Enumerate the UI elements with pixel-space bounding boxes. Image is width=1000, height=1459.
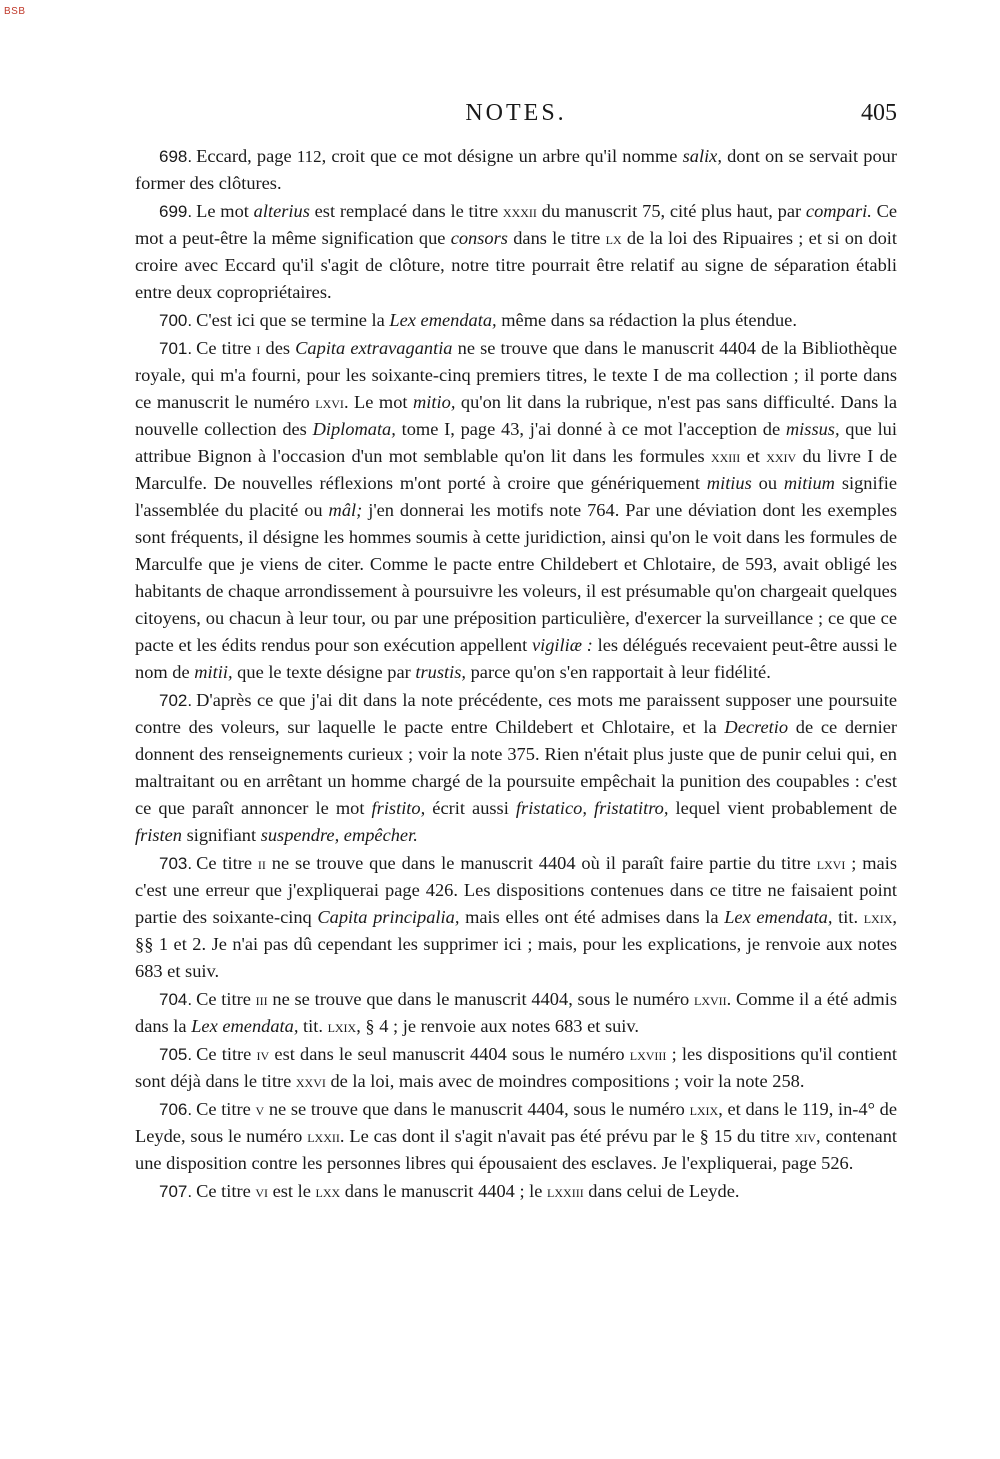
italic-text: Diplomata, <box>312 419 396 439</box>
note-text: ou <box>751 473 784 493</box>
note-text: dont on se servait pour former des clôtures. <box>135 146 898 193</box>
note-text: ne se trouve que dans le manuscrit 4404 de la Bibliothèque royale, qui m'a fourni, pour les soixante-cinq premiers titres, le texte I de ma collection ; il porte dans ce manuscrit le numéro <box>135 338 897 412</box>
note-text: lequel vient probablement de <box>668 798 897 818</box>
italic-text: mitii, <box>194 662 233 682</box>
small-caps-text: lx <box>605 229 622 248</box>
running-head <box>135 100 897 134</box>
small-caps-text: vi <box>255 1182 269 1201</box>
note-text: Le mot <box>196 201 254 221</box>
note-text: Ce titre <box>196 338 257 358</box>
note-text: dans celui de Leyde. <box>583 1181 740 1201</box>
note-text: de la loi, mais avec de moindres compositions ; voir la note 258. <box>325 1071 805 1091</box>
italic-text: trustis, <box>415 662 466 682</box>
note-text: signifie l'assemblée du placité ou <box>135 473 897 520</box>
note-number: 704. <box>159 990 193 1009</box>
note-text: ne se trouve que dans le manuscrit 4404, sous le numéro <box>267 989 694 1009</box>
note-paragraph <box>135 307 897 334</box>
italic-text: mitium <box>783 473 835 493</box>
note-text: , § 4 ; je renvoie aux notes 683 et suiv. <box>356 1016 640 1036</box>
small-caps-text: lxxii <box>307 1127 340 1146</box>
italic-text: Lex emendata, <box>724 907 833 927</box>
note-text: C'est ici que se termine la <box>196 310 390 330</box>
note-text: . Comme il a été admis dans la <box>135 989 897 1036</box>
note-text: Ce titre <box>196 1099 256 1119</box>
note-text: même dans sa rédaction la plus étendue. <box>496 310 797 330</box>
note-text: , contenant une disposition contre les personnes libres qui épousaient des esclaves. Je l'expliquerai, page 526. <box>135 1126 898 1173</box>
note-text: que le texte désigne par <box>232 662 416 682</box>
note-text: les délégués recevaient peut-être aussi le nom de <box>135 635 897 682</box>
note-text: j'en donnerai les motifs note 764. Par une déviation dont les exemples sont fréquents, il désigne les hommes soumis à cette juridiction, ainsi qu'on le voit dans les formules de Marculfe que je viens de citer. Comme le pacte entre Childebert et Chlotaire, de 593, avait obligé les habitants de chaque arrondissement à poursuivre les voleurs, il est présumable qu'on chargeait quelques citoyens, ou chacun à leur tour, ou par une préposition particulière, d'exercer la surveillance ; ce que ce pacte et les édits rendus pour son exécution appellent <box>135 500 897 655</box>
italic-text: Decretio <box>724 717 789 737</box>
page-title: NOTES. <box>465 100 567 126</box>
italic-text: vigiliæ : <box>531 635 593 655</box>
italic-text: Capita extravagantia <box>295 338 453 358</box>
note-text: Ce mot a peut-être la même signification que <box>135 201 898 248</box>
note-text: que lui attribue Bignon à l'occasion d'un mot semblable qu'on lit dans les formules <box>135 419 897 466</box>
small-caps-text: v <box>255 1100 265 1119</box>
italic-text: consors <box>450 228 508 248</box>
note-text: de ce dernier donnent des renseignements curieux ; voir la note 375. Rien n'était plus juste que de punir celui qui, en maltraitant ou en arrêtant un homme chargé de la poursuite empêchait la punition des coupables : c'est ce que paraît annoncer le mot <box>135 717 897 818</box>
note-number: 705. <box>159 1045 193 1064</box>
note-paragraph <box>135 143 897 197</box>
small-caps-text: lxvi <box>315 393 344 412</box>
note-number: 698. <box>159 147 193 166</box>
italic-text: mâl; <box>328 500 363 520</box>
italic-text: Capita principalia, <box>317 907 460 927</box>
note-paragraph <box>135 850 897 985</box>
note-paragraph <box>135 335 897 686</box>
small-caps-text: lxvi <box>816 854 846 873</box>
note-text: dans le manuscrit 4404 ; le <box>340 1181 548 1201</box>
note-paragraph <box>135 1178 897 1205</box>
small-caps-text: xxxii <box>502 202 537 221</box>
note-text: Ce titre <box>196 1044 257 1064</box>
note-text: est remplacé dans le titre <box>309 201 503 221</box>
note-text: parce qu'on s'en rapportait à leur fidélité. <box>465 662 771 682</box>
small-caps-text: iv <box>256 1045 270 1064</box>
note-text: ne se trouve que dans le manuscrit 4404 où il paraît faire partie du titre <box>265 853 817 873</box>
note-text: dans le titre <box>507 228 606 248</box>
italic-text: Lex emendata, <box>389 310 497 330</box>
small-caps-text: xxiii <box>710 447 741 466</box>
italic-text: alterius <box>253 201 310 221</box>
note-text: , §§ 1 et 2. Je n'ai pas dû cependant les supprimer ici ; mais, pour les explications, je renvoie aux notes 683 et suiv. <box>135 907 897 981</box>
small-caps-text: iii <box>255 990 268 1009</box>
small-caps-text: xxvi <box>295 1072 326 1091</box>
note-text: Ce titre <box>196 1181 256 1201</box>
note-text: mais elles ont été admises dans la <box>459 907 725 927</box>
italic-text: salix, <box>682 146 722 166</box>
note-number: 699. <box>159 202 193 221</box>
note-text: tit. <box>298 1016 328 1036</box>
small-caps-text: lxix <box>689 1100 719 1119</box>
note-number: 703. <box>159 854 193 873</box>
note-number: 701. <box>159 339 193 358</box>
italic-text: mitio, <box>413 392 456 412</box>
small-caps-text: lxix <box>863 908 893 927</box>
small-caps-text: lxxiii <box>547 1182 584 1201</box>
note-number: 702. <box>159 691 193 710</box>
small-caps-text: ii <box>257 854 266 873</box>
note-text: Ce titre <box>196 989 256 1009</box>
note-text: des <box>260 338 296 358</box>
note-text: , et dans le 119, in-4° de Leyde, sous le numéro <box>135 1099 897 1146</box>
small-caps-text: xxiv <box>766 447 797 466</box>
note-text: et <box>740 446 767 466</box>
note-text: , croit que ce mot désigne un arbre qu'il nomme <box>321 146 683 166</box>
note-text: . Le cas dont il s'agit n'avait pas été prévu par le § 15 du titre <box>339 1126 795 1146</box>
note-number: 707. <box>159 1182 193 1201</box>
note-paragraph <box>135 1096 897 1177</box>
small-caps-text: xiv <box>794 1127 817 1146</box>
note-number: 706. <box>159 1100 193 1119</box>
note-text: du livre I de Marculfe. De nouvelles réflexions m'ont porté à croire que génériquement <box>135 446 897 493</box>
note-text: ; les dispositions qu'il contient sont déjà dans le titre <box>135 1044 898 1091</box>
note-number: 700. <box>159 311 193 330</box>
small-caps-text: lxx <box>315 1182 341 1201</box>
small-caps-text: lxvii <box>693 990 727 1009</box>
italic-text: missus, <box>785 419 840 439</box>
note-text: qu'on lit dans la rubrique, n'est pas sans difficulté. Dans la nouvelle collection des <box>135 392 897 439</box>
small-caps-text: 112 <box>296 147 322 166</box>
page-number: 405 <box>861 100 897 126</box>
italic-text: fristen <box>135 825 183 845</box>
note-text: écrit aussi <box>425 798 516 818</box>
italic-text: fristatico, fristatitro, <box>515 798 669 818</box>
library-stamp: BSB <box>4 6 26 17</box>
note-text: signifiant <box>182 825 261 845</box>
small-caps-text: i <box>256 339 261 358</box>
note-paragraph <box>135 1041 897 1095</box>
italic-text: suspendre, empêcher. <box>260 825 418 845</box>
note-text: de la loi des Ripuaires ; et si on doit croire avec Eccard qu'il s'agit de clôture, notre titre pourrait être relatif au signe de séparation établi entre deux copropriétaires. <box>135 228 898 302</box>
italic-text: fristito, <box>371 798 426 818</box>
note-text: ne se trouve que dans le manuscrit 4404, sous le numéro <box>264 1099 690 1119</box>
note-paragraph <box>135 687 897 849</box>
note-text: Ce titre <box>196 853 258 873</box>
note-paragraph <box>135 986 897 1040</box>
note-text: . Le mot <box>343 392 414 412</box>
note-text: Eccard, page <box>196 146 297 166</box>
italic-text: Lex emendata, <box>191 1016 299 1036</box>
note-text: tit. <box>832 907 864 927</box>
italic-text: mitius <box>706 473 752 493</box>
note-text: ; mais c'est une erreur que j'expliquerai page 426. Les dispositions contenues dans ce titre ne faisaient point partie des soixante-cinq <box>135 853 897 927</box>
note-paragraph <box>135 198 897 306</box>
italic-text: compari. <box>805 201 872 221</box>
small-caps-text: lxix <box>327 1017 357 1036</box>
note-text: du manuscrit 75, cité plus haut, par <box>536 201 806 221</box>
note-text: D'après ce que j'ai dit dans la note précédente, ces mots me paraissent supposer une poursuite contre des voleurs, sur laquelle le pacte entre Childebert et Chlotaire, et la <box>135 690 897 737</box>
note-text: tome I, page 43, j'ai donné à ce mot l'acception de <box>395 419 786 439</box>
small-caps-text: lxviii <box>629 1045 667 1064</box>
notes-list <box>135 143 897 1206</box>
note-text: est dans le seul manuscrit 4404 sous le numéro <box>269 1044 630 1064</box>
note-text: est le <box>268 1181 316 1201</box>
